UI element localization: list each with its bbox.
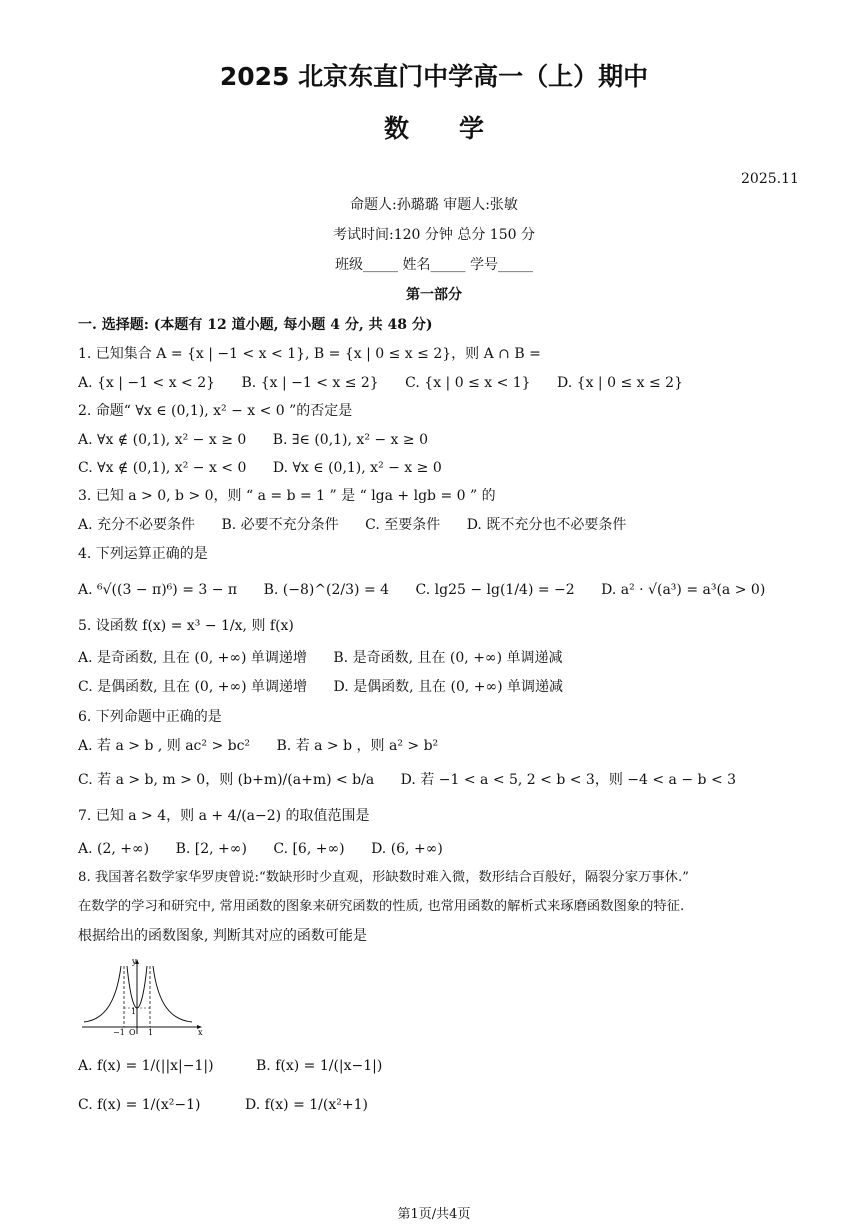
question-5-options-row1 (78, 649, 585, 667)
question-8-option-b[interactable]: B. f(x) = 1/(|x−1|) (256, 1058, 383, 1074)
question-6-options-row1 (78, 737, 460, 755)
question-4-stem: 4. 下列运算正确的是 (78, 546, 208, 562)
question-8-option-c[interactable]: C. f(x) = 1/(x²−1) (78, 1097, 201, 1113)
question-2-options-row1 (78, 431, 450, 449)
question-2-stem: 2. 命题“ ∀x ∈ (0,1), x² − x < 0 ”的否定是 (78, 403, 353, 419)
question-6-options-row2 (78, 771, 758, 789)
student-fields: 班级_____ 姓名_____ 学号_____ (335, 257, 533, 273)
graph-label-pos1: 1 (148, 1028, 154, 1036)
question-5-option-a[interactable]: A. 是奇函数, 且在 (0, +∞) 单调递增 (78, 650, 307, 666)
question-3-option-a[interactable]: A. 充分不必要条件 (78, 517, 196, 533)
question-6-stem: 6. 下列命题中正确的是 (78, 709, 222, 725)
question-4-option-b[interactable]: B. (−8)^(2/3) = 4 (263, 582, 390, 598)
question-8-option-d[interactable]: D. f(x) = 1/(x²+1) (245, 1097, 368, 1113)
question-2-option-c[interactable]: C. ∀x ∉ (0,1), x² − x < 0 (78, 460, 247, 476)
question-7-options (78, 840, 465, 858)
exam-info: 考试时间:120 分钟 总分 150 分 (333, 227, 535, 243)
question-8-line-2: 在数学的学习和研究中, 常用函数的图象来研究函数的性质, 也常用函数的解析式来琢磨函数图象的特征. (78, 899, 685, 914)
question-4-option-c[interactable]: C. lg25 − lg(1/4) = −2 (415, 582, 575, 598)
question-8-option-a[interactable]: A. f(x) = 1/(||x|−1|) (78, 1058, 214, 1074)
question-8-line-3: 根据给出的函数图象, 判断其对应的函数可能是 (78, 928, 367, 944)
question-2-option-d[interactable]: D. ∀x ∈ (0,1), x² − x ≥ 0 (272, 460, 442, 476)
question-6-option-d[interactable]: D. 若 −1 < a < 5, 2 < b < 3，则 −4 < a − b < 3 (400, 772, 737, 788)
question-5-options-row2 (78, 678, 585, 696)
question-6-option-a[interactable]: A. 若 a > b , 则 ac² > bc² (78, 738, 251, 754)
question-7-option-d[interactable]: D. (6, +∞) (371, 841, 443, 857)
question-3-options (78, 516, 648, 534)
question-7-option-a[interactable]: A. (2, +∞) (78, 841, 150, 857)
graph-label-neg1: −1 (113, 1028, 125, 1036)
question-1-stem: 1. 已知集合 A = {x | −1 < x < 1}, B = {x | 0 ≤ x ≤ 2}，则 A ∩ B = (78, 346, 541, 362)
exam-date: 2025.11 (741, 171, 799, 187)
question-1-options (78, 374, 705, 392)
question-7-option-b[interactable]: B. [2, +∞) (175, 841, 247, 857)
question-3-option-b[interactable]: B. 必要不充分条件 (221, 517, 339, 533)
question-3-stem: 3. 已知 a > 0, b > 0，则 “ a = b = 1 ” 是 “ lga + lgb = 0 ” 的 (78, 488, 496, 504)
graph-label-one: 1 (131, 1007, 137, 1016)
graph-label-y: y (132, 957, 137, 966)
question-5-stem: 5. 设函数 f(x) = x³ − 1/x, 则 f(x) (78, 618, 294, 634)
graph-label-origin: O (129, 1028, 136, 1036)
graph-label-x: x (198, 1028, 203, 1036)
question-5-option-d[interactable]: D. 是偶函数, 且在 (0, +∞) 单调递减 (333, 679, 564, 695)
question-2-option-b[interactable]: B. ∃∈ (0,1), x² − x ≥ 0 (272, 432, 428, 448)
question-1-option-a[interactable]: A. {x | −1 < x < 2} (78, 375, 216, 391)
question-1-option-b[interactable]: B. {x | −1 < x ≤ 2} (241, 375, 379, 391)
subject-title: 数学 (383, 114, 534, 143)
question-5-option-b[interactable]: B. 是奇函数, 且在 (0, +∞) 单调递减 (333, 650, 563, 666)
question-1-option-d[interactable]: D. {x | 0 ≤ x ≤ 2} (557, 375, 683, 391)
question-8-line-1: 8. 我国著名数学家华罗庚曾说:“数缺形时少直观，形缺数时难入微，数形结合百般好，隔裂分家万事休.” (78, 870, 689, 885)
page-number: 第1页/共4页 (397, 1207, 471, 1222)
question-2-options-row2 (78, 459, 464, 477)
question-4-option-a[interactable]: A. ⁶√((3 − π)⁶) = 3 − π (78, 582, 238, 598)
question-7-option-c[interactable]: C. [6, +∞) (273, 841, 345, 857)
question-4-options (78, 581, 787, 599)
question-7-stem: 7. 已知 a > 4，则 a + 4/(a−2) 的取值范围是 (78, 808, 370, 824)
question-3-option-d[interactable]: D. 既不充分也不必要条件 (466, 517, 627, 533)
exam-authors: 命题人:孙璐璐 审题人:张敏 (350, 197, 518, 213)
question-4-option-d[interactable]: D. a² · √(a³) = a³(a > 0) (601, 582, 766, 598)
section-heading: 一. 选择题: (本题有 12 道小题, 每小题 4 分, 共 48 分) (78, 317, 433, 333)
question-5-option-c[interactable]: C. 是偶函数, 且在 (0, +∞) 单调递增 (78, 679, 308, 695)
page-title: 2025 北京东直门中学高一（上）期中 (219, 62, 649, 91)
function-graph (80, 956, 206, 1036)
question-2-option-a[interactable]: A. ∀x ∉ (0,1), x² − x ≥ 0 (78, 432, 247, 448)
question-6-option-b[interactable]: B. 若 a > b ，则 a² > b² (276, 738, 439, 754)
question-3-option-c[interactable]: C. 至要条件 (365, 517, 441, 533)
question-1-option-c[interactable]: C. {x | 0 ≤ x < 1} (405, 375, 531, 391)
part-heading: 第一部分 (406, 287, 462, 303)
question-6-option-c[interactable]: C. 若 a > b, m > 0，则 (b+m)/(a+m) < b/a (78, 772, 375, 788)
